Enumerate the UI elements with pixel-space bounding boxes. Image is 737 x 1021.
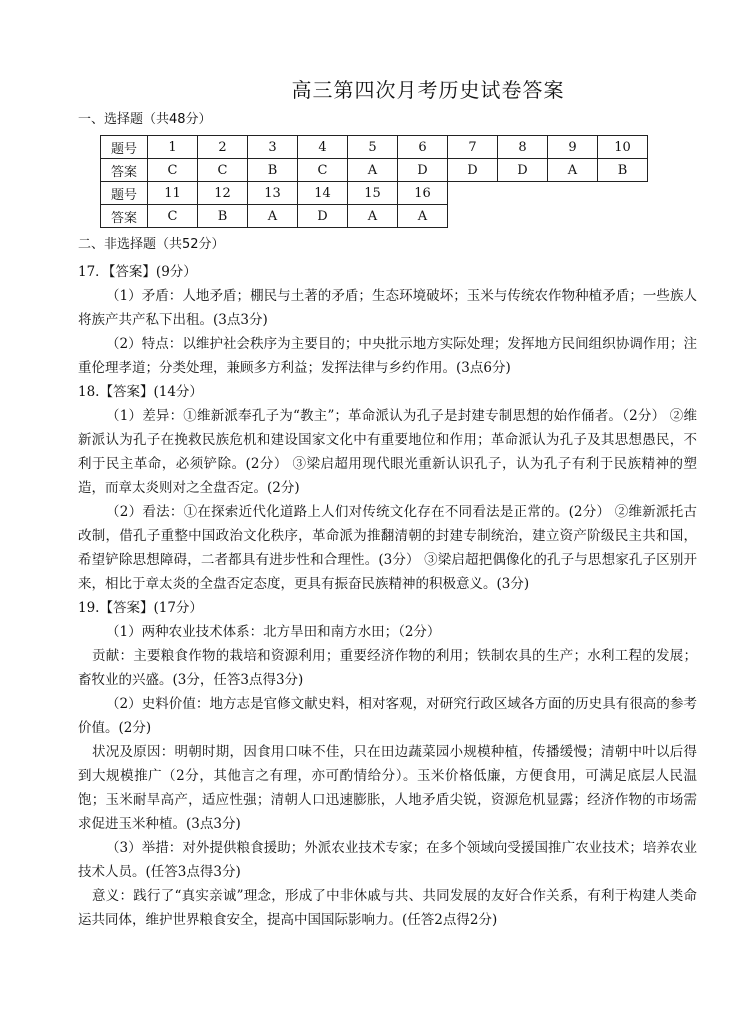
question-number: 16 — [398, 182, 448, 205]
question-number: 13 — [248, 182, 298, 205]
section2-heading: 二、非选择题（共52分） — [78, 237, 225, 252]
table-row — [101, 136, 648, 159]
answer-table — [100, 135, 648, 228]
table-row — [101, 159, 648, 182]
answer-cell: A — [348, 205, 398, 228]
q18-part2: （2）看法：①在探索近代化道路上人们对传统文化存在不同看法是正常的。(2分） ②维新派托古改制，借孔子重整中国政治文化秩序，革命派为推翻清朝的封建专制统治，建立资产阶级民主共和国，希望铲除思想障碍，二者都具有进步性和合理性。(3分） ③梁启超把偶像化的孔子与思想家孔子区别开来，相比于章太炎的全盘否定态度，更具有振奋民族精神的积极意义。(3分) — [78, 504, 697, 592]
q19-part3: （3）举措：对外提供粮食援助；外派农业技术专家；在多个领域向受援国推广农业技术；培养农业技术人员。(任答3点得3分) — [78, 840, 697, 880]
answer-cell: B — [248, 159, 298, 182]
section1-heading: 一、选择题（共48分） — [78, 112, 212, 127]
answer-cell: A — [398, 205, 448, 228]
answer-cell: D — [398, 159, 448, 182]
q19-heading: 19.【答案】(17分） — [78, 600, 203, 616]
question-number: 9 — [548, 136, 598, 159]
q19-part2: （2）史料价值：地方志是官修文献史料，相对客观，对研究行政区域各方面的历史具有很高的参考价值。(2分) — [78, 696, 697, 736]
empty-cell — [548, 182, 598, 205]
table-row — [101, 182, 648, 205]
question-number: 8 — [498, 136, 548, 159]
answer-cell: A — [348, 159, 398, 182]
answer-cell: C — [148, 205, 198, 228]
row-label-answer: 答案 — [101, 159, 148, 182]
answer-cell: D — [298, 205, 348, 228]
empty-cell — [548, 205, 598, 228]
q19-contribution: 贡献：主要粮食作物的栽培和资源利用；重要经济作物的利用；铁制农具的生产；水利工程的发展；畜牧业的兴盛。(3分，任答3点得3分) — [78, 648, 697, 688]
question-number: 11 — [148, 182, 198, 205]
answer-cell: D — [498, 159, 548, 182]
question-number: 2 — [198, 136, 248, 159]
q19-significance: 意义：践行了“真实亲诚”理念，形成了中非休戚与共、共同发展的友好合作关系，有利于构建人类命运共同体，维护世界粮食安全，提高中国国际影响力。(任答2点得2分) — [78, 888, 697, 928]
q19-status-reasons: 状况及原因：明朝时期，因食用口味不佳，只在田边蔬菜园小规模种植，传播缓慢；清朝中叶以后得到大规模推广（2分，其他言之有理，亦可酌情给分）。玉米价格低廉，方便食用，可满足底层人民温饱；玉米耐旱高产，适应性强；清朝人口迅速膨胀，人地矛盾尖锐，资源危机显露；经济作物的市场需求促进玉米种植。(3点3分) — [78, 744, 697, 832]
answer-cell: D — [448, 159, 498, 182]
answer-cell: C — [198, 159, 248, 182]
answer-cell: C — [148, 159, 198, 182]
page-title: 高三第四次月考历史试卷答案 — [291, 78, 565, 102]
empty-cell — [598, 205, 648, 228]
question-number: 10 — [598, 136, 648, 159]
row-label-question: 题号 — [101, 136, 148, 159]
answer-cell: B — [198, 205, 248, 228]
question-number: 4 — [298, 136, 348, 159]
q18-part1: （1）差异：①维新派奉孔子为“教主”；革命派认为孔子是封建专制思想的始作俑者。（2分） ②维新派认为孔子在挽救民族危机和建设国家文化中有重要地位和作用；革命派认为孔子及其思想愚民，不利于民主革命，必须铲除。(2分） ③梁启超用现代眼光重新认识孔子，认为孔子有利于民族精神的塑造，而章太炎则对之全盘否定。(2分) — [78, 408, 697, 496]
question-number: 14 — [298, 182, 348, 205]
q19-part1: （1）两种农业技术体系：北方旱田和南方水田；（2分） — [106, 624, 441, 640]
row-label-answer: 答案 — [101, 205, 148, 228]
table-row — [101, 205, 648, 228]
empty-cell — [448, 182, 498, 205]
empty-cell — [498, 182, 548, 205]
empty-cell — [598, 182, 648, 205]
question-number: 3 — [248, 136, 298, 159]
answer-cell: A — [248, 205, 298, 228]
answer-cell: A — [548, 159, 598, 182]
answer-cell: C — [298, 159, 348, 182]
empty-cell — [448, 205, 498, 228]
q17-heading: 17．【答案】(9分） — [78, 264, 197, 280]
q17-part1: （1）矛盾：人地矛盾；棚民与土著的矛盾；生态环境破坏；玉米与传统农作物种植矛盾；一些族人将族产共产私下出租。(3点3分) — [78, 288, 697, 328]
q17-part2: （2）特点：以维护社会秩序为主要目的；中央批示地方实际处理；发挥地方民间组织协调作用；注重伦理孝道；分类处理，兼顾多方利益；发挥法律与乡约作用。(3点6分) — [78, 336, 697, 376]
answer-cell: B — [598, 159, 648, 182]
empty-cell — [498, 205, 548, 228]
q18-heading: 18.【答案】(14分） — [78, 384, 203, 400]
question-number: 1 — [148, 136, 198, 159]
row-label-question: 题号 — [101, 182, 148, 205]
question-number: 12 — [198, 182, 248, 205]
question-number: 5 — [348, 136, 398, 159]
question-number: 7 — [448, 136, 498, 159]
question-number: 15 — [348, 182, 398, 205]
question-number: 6 — [398, 136, 448, 159]
